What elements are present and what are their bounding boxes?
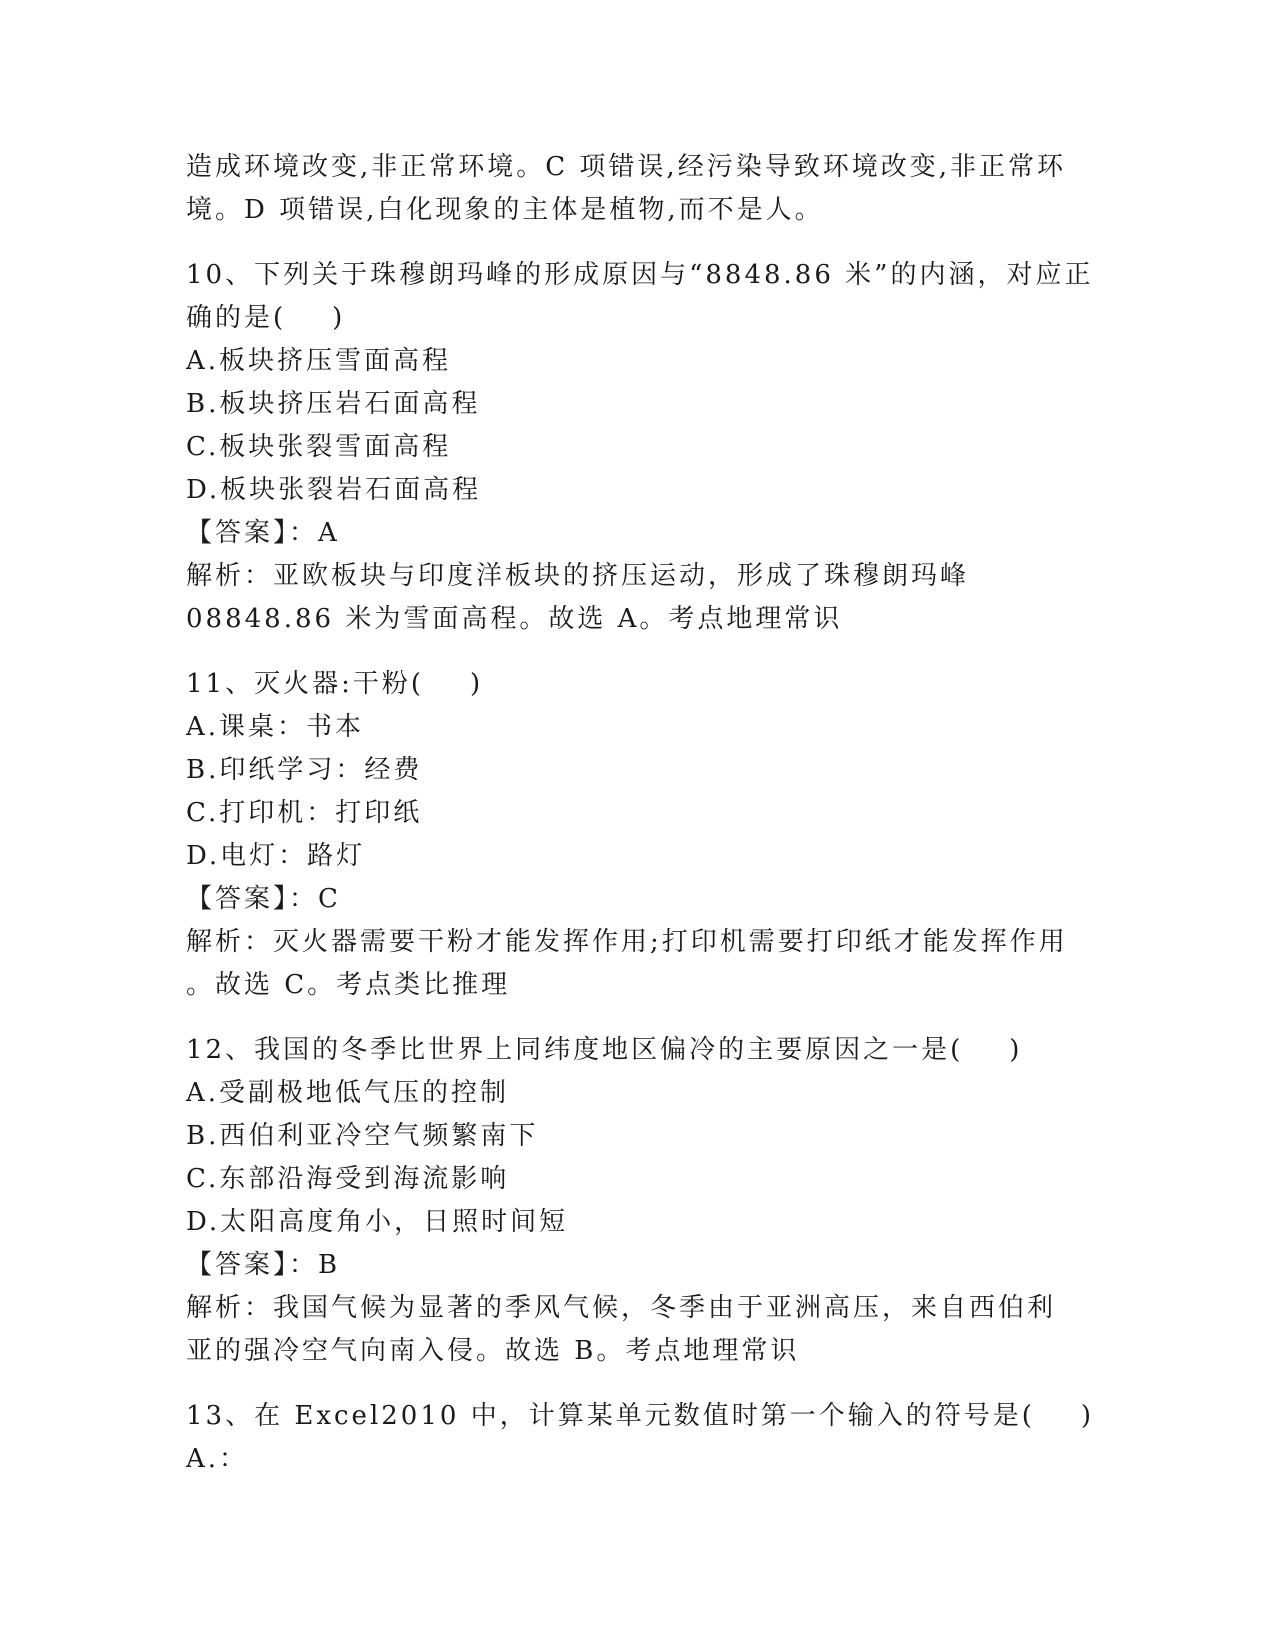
question-stem-cont (186, 297, 1086, 340)
stem-close: ) (1080, 1401, 1094, 1431)
analysis-line: 。故选 C。考点类比推理 (186, 970, 511, 1000)
option-d: D.板块张裂岩石面高程 (186, 475, 482, 505)
previous-explanation (186, 146, 1086, 232)
analysis-line: 解析：亚欧板块与印度洋板块的挤压运动，形成了珠穆朗玛峰 (186, 561, 970, 591)
option-c: C.东部沿海受到海流影响 (186, 1164, 510, 1194)
explanation-line: 造成环境改变,非正常环境。C 项错误,经污染导致环境改变,非正常环 (186, 152, 1066, 182)
question-stem: 10、下列关于珠穆朗玛峰的形成原因与“8848.86 米”的内涵，对应正 (186, 260, 1094, 290)
question-stem (186, 1395, 1094, 1438)
question-11 (186, 663, 1086, 1007)
option-a: A.受副极地低气压的控制 (186, 1078, 510, 1108)
option-b: B.板块挤压岩石面高程 (186, 389, 481, 419)
option-a: A.板块挤压雪面高程 (186, 346, 452, 376)
stem-close: ) (470, 669, 484, 699)
stem-close: ) (1009, 1035, 1023, 1065)
stem-text: 13、在 Excel2010 中，计算某单元数值时第一个输入的符号是( (186, 1401, 1035, 1431)
question-stem (186, 1029, 1086, 1072)
option-a: A.课桌：书本 (186, 712, 365, 742)
question-12 (186, 1029, 1086, 1373)
option-b: B.印纸学习：经费 (186, 755, 423, 785)
answer-line: 【答案】：B (186, 1250, 341, 1280)
analysis-line: 解析：灭火器需要干粉才能发挥作用;打印机需要打印纸才能发挥作用 (186, 927, 1068, 957)
analysis-line: 解析：我国气候为显著的季风气候，冬季由于亚洲高压，来自西伯利 (186, 1293, 1057, 1323)
option-a: A.： (186, 1444, 249, 1474)
option-d: D.电灯：路灯 (186, 841, 366, 871)
answer-line: 【答案】：C (186, 884, 341, 914)
explanation-line: 境。D 项错误,白化现象的主体是植物,而不是人。 (186, 195, 824, 225)
question-10 (186, 254, 1094, 641)
answer-line: 【答案】：A (186, 518, 340, 548)
stem-close: ) (332, 303, 346, 333)
question-13 (186, 1395, 1094, 1481)
option-d: D.太阳高度角小，日照时间短 (186, 1207, 569, 1237)
question-stem (186, 663, 1086, 706)
analysis-line: 亚的强冷空气向南入侵。故选 B。考点地理常识 (186, 1336, 800, 1366)
stem-text: 确的是( (186, 303, 287, 333)
stem-text: 12、我国的冬季比世界上同纬度地区偏冷的主要原因之一是( (186, 1035, 964, 1065)
option-c: C.打印机：打印纸 (186, 798, 423, 828)
document-page (186, 146, 1094, 1481)
option-c: C.板块张裂雪面高程 (186, 432, 452, 462)
stem-text: 11、灭火器:干粉( (186, 669, 424, 699)
option-b: B.西伯利亚冷空气频繁南下 (186, 1121, 539, 1151)
analysis-line: 08848.86 米为雪面高程。故选 A。考点地理常识 (186, 604, 843, 634)
